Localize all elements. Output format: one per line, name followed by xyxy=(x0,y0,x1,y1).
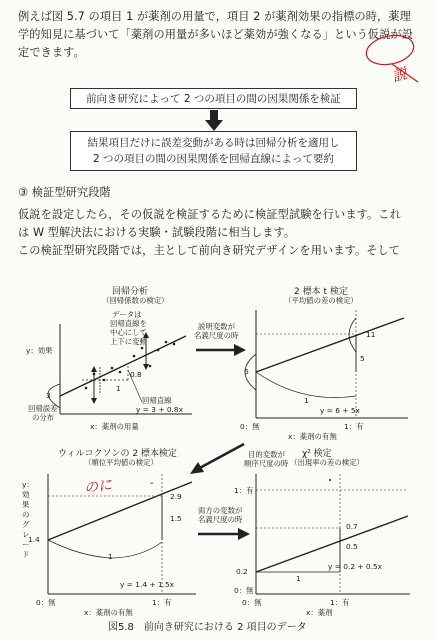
panel2-run: 1 xyxy=(304,396,309,405)
panel2-xlabel: x：薬剤の有無 xyxy=(288,432,337,441)
panel1-ylabel: y：効果 xyxy=(26,346,53,355)
figure-caption: 図5.8 前向き研究における 2 項目のデータ xyxy=(108,622,307,633)
panel3-xlabel: x：薬剤の有無 xyxy=(84,608,133,617)
panel3-plot xyxy=(20,446,200,616)
panel1-run-value: 1 xyxy=(116,384,121,393)
arrow2-label-1: 目的変数が xyxy=(248,450,285,459)
intro-line-1: 例えば図 5.7 の項目 1 が薬剤の用量で，項目 2 が薬剤効果の指標の時，薬理 xyxy=(18,10,411,23)
section-title: ③ 検証型研究段階 xyxy=(18,186,111,199)
flow-box-hypothesis-verification xyxy=(70,88,357,109)
flow-box-2-line-1: 結果項目だけに誤差変動がある時は回帰分析を適用し xyxy=(87,137,340,149)
panel4-y1: 1：有 xyxy=(234,486,254,495)
panel3-diff: 1.5 xyxy=(170,514,182,523)
panel1-xlabel: x：薬剤の用量 xyxy=(90,422,139,431)
panel4-xlabel: x：薬剤 xyxy=(306,608,333,617)
flow-box-regression-summary xyxy=(70,131,357,171)
panel4-y-right: 0.7 xyxy=(346,522,358,531)
panel2-diff: 5 xyxy=(360,354,365,363)
svg-text:-: - xyxy=(150,478,154,489)
panel1-note-1: データは xyxy=(112,310,142,319)
panel4-x1: 1：有 xyxy=(330,598,350,607)
handwritten-graph-note: のに xyxy=(83,477,114,497)
panel2-plot xyxy=(232,284,412,444)
panel4-run: 1 xyxy=(296,574,301,583)
body-paragraph xyxy=(18,206,423,260)
intro-line-2: 学的知見に基づいて「薬剤の用量が多いほど薬効が強くなる」という仮説が設 xyxy=(18,28,414,41)
panel1-subtitle: （回帰係数の検定） xyxy=(102,296,169,305)
panel1-note-4: 上下に変動 xyxy=(110,337,147,346)
panel4-title: χ² 検定 xyxy=(302,449,332,459)
panel3-y-left: 1.4 xyxy=(28,535,40,544)
panel1-line-label-1: 回帰直線 xyxy=(142,396,172,405)
panel3-title: ウィルコクソンの 2 標本検定 xyxy=(58,449,177,459)
arrow3-label-1: 両方の変数が xyxy=(198,506,243,515)
panel3-x0: 0：無 xyxy=(36,598,56,607)
panel3-ylabel: y：効果のグレード xyxy=(22,480,34,559)
panel3-y-right: 2.9 xyxy=(170,492,182,501)
panel3-subtitle: （順位平均値の検定） xyxy=(84,458,158,467)
flow-box-1-text: 前向き研究によって 2 つの項目の間の因果関係を検証 xyxy=(86,93,341,105)
panel4-x0: 0：無 xyxy=(242,598,262,607)
panel1-note-2: 回帰直線を xyxy=(110,319,147,328)
panel1-title: 回帰分析 xyxy=(112,287,149,297)
flow-down-arrow xyxy=(205,110,223,132)
arrow1-label-2: 名義尺度の時 xyxy=(194,331,239,340)
arrow1-label-1: 説明変数が xyxy=(198,322,235,331)
panel-wilcoxon xyxy=(20,446,200,616)
body-line-3: この検証型研究段階では，主として前向き研究デザインを用います。そして xyxy=(18,244,401,257)
panel-regression xyxy=(24,284,194,444)
body-line-2: は W 型解決法における実験・試験段階に相当します。 xyxy=(18,226,296,239)
panel2-subtitle: （平均値の差の検定） xyxy=(284,296,358,305)
panel4-diff: 0.5 xyxy=(346,542,358,551)
handwritten-margin-note: 説 xyxy=(390,64,410,86)
panel2-y-right: 11 xyxy=(366,330,376,339)
arrow3-label-2: 名義尺度の時 xyxy=(198,515,243,524)
flow-box-2-line-2: 2 つの項目の間の因果関係を回帰直線によって要約 xyxy=(92,153,335,165)
panel1-y-tick: 3 xyxy=(46,391,51,400)
panel3-equation: y = 1.4 + 1.5x xyxy=(120,580,175,589)
panel2-x0: 0：無 xyxy=(240,422,260,431)
panel1-slope-value: 0.8 xyxy=(130,370,142,379)
panel2-y-left: 6 xyxy=(244,367,249,376)
panel4-subtitle: （出現率の差の検定） xyxy=(290,458,364,467)
panel3-x1: 1：有 xyxy=(152,598,172,607)
panel1-note-3: 中心にして xyxy=(110,328,147,337)
panel4-plot xyxy=(230,446,414,616)
panel2-title: 2 標本 t 検定 xyxy=(294,287,348,297)
panel1-error-label-1: 回帰誤差 xyxy=(28,404,58,413)
panel4-y-left: 0.2 xyxy=(236,567,248,576)
panel3-run: 1 xyxy=(108,552,113,561)
body-line-1: 仮説を設定したら，その仮説を検証するために検証型試験を行います。これ xyxy=(18,208,401,221)
intro-line-3: 定できます。 xyxy=(18,46,85,59)
arrow2-label-2: 順序尺度の時 xyxy=(244,459,289,468)
panel1-line-label-2: y = 3 + 0.8x xyxy=(136,405,183,414)
panel2-equation: y = 6 + 5x xyxy=(320,406,360,415)
figure-5-8 xyxy=(0,270,436,640)
panel2-x1: 1：有 xyxy=(344,422,364,431)
panel-chi-square xyxy=(230,446,414,616)
handwritten-circle-annotation xyxy=(332,28,436,88)
panel4-y0: 0：無 xyxy=(234,586,254,595)
section-heading xyxy=(18,184,423,202)
panel1-error-label-2: の分布 xyxy=(32,413,55,422)
panel-t-test xyxy=(232,284,412,444)
panel4-equation: y = 0.2 + 0.5x xyxy=(328,562,383,571)
